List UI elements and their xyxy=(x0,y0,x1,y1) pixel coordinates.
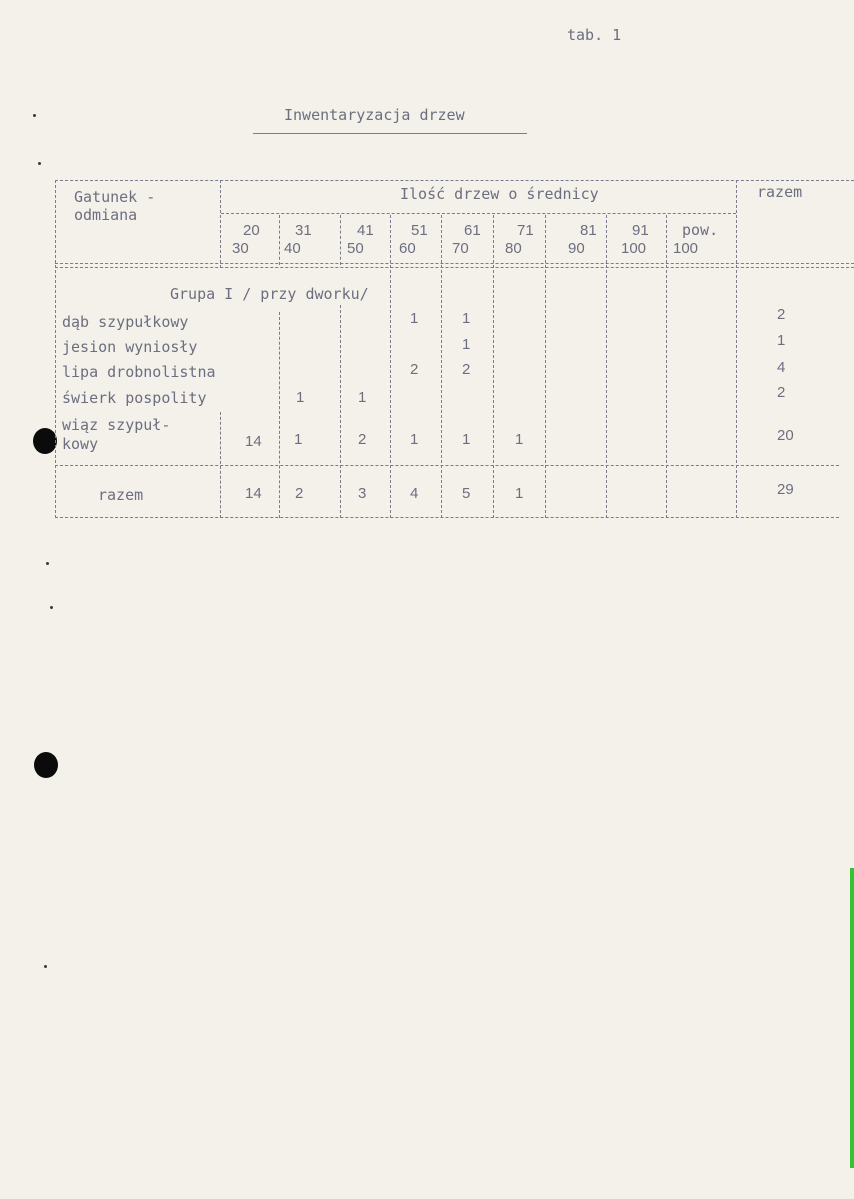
speck xyxy=(38,162,41,165)
table-bottom-border xyxy=(55,517,839,518)
table-left-border xyxy=(55,180,56,518)
species-name: lipa drobnolistna xyxy=(62,363,216,381)
cell-value: 1 xyxy=(462,310,471,327)
sum-cell: 14 xyxy=(245,485,262,502)
range-divider xyxy=(441,215,442,518)
cell-value: 1 xyxy=(358,389,367,406)
species-header: Gatunek - xyxy=(74,188,156,206)
range-to: 100 xyxy=(621,240,647,257)
tab-label: tab. 1 xyxy=(567,26,622,44)
cell-value: 1 xyxy=(410,310,419,327)
row-total: 20 xyxy=(777,427,794,444)
range-from: 71 xyxy=(517,222,534,239)
row-total: 4 xyxy=(777,359,786,376)
cell-value: 1 xyxy=(296,389,305,406)
range-to: 100 xyxy=(673,240,699,257)
speck xyxy=(46,562,49,565)
cell-value: 1 xyxy=(410,431,419,448)
total-header: razem xyxy=(757,183,803,201)
cell-value: 2 xyxy=(462,361,471,378)
sum-cell: 3 xyxy=(358,485,367,502)
speck xyxy=(44,965,47,968)
range-divider xyxy=(666,215,667,518)
title-underline xyxy=(253,133,527,134)
range-from: 41 xyxy=(357,222,374,239)
range-from: 20 xyxy=(243,222,260,239)
range-divider xyxy=(390,215,391,518)
punch-hole-bottom xyxy=(34,752,58,778)
species-header-2: odmiana xyxy=(74,206,138,224)
count-header: Ilość drzew o średnicy xyxy=(400,185,599,203)
sum-cell: 5 xyxy=(462,485,471,502)
range-to: 50 xyxy=(347,240,364,257)
row-total: 1 xyxy=(777,332,786,349)
range-divider xyxy=(493,215,494,518)
range-to: 90 xyxy=(568,240,585,257)
header-subdivider xyxy=(221,213,736,214)
range-divider xyxy=(340,305,341,518)
species-col-divider-lower xyxy=(220,412,221,518)
species-name: dąb szypułkowy xyxy=(62,313,189,331)
sum-total: 29 xyxy=(777,481,794,498)
row-total: 2 xyxy=(777,384,786,401)
range-divider xyxy=(279,312,280,518)
group-label: Grupa I / przy dworku/ xyxy=(170,285,369,303)
cell-value: 2 xyxy=(358,431,367,448)
cell-value: 1 xyxy=(515,431,524,448)
punch-hole-top xyxy=(33,428,57,454)
cell-value: 1 xyxy=(462,431,471,448)
header-double-rule xyxy=(55,263,854,268)
range-from: 51 xyxy=(411,222,428,239)
species-col-divider xyxy=(220,180,221,268)
range-to: 30 xyxy=(232,240,249,257)
scan-edge-artifact xyxy=(850,868,854,1168)
cell-value: 1 xyxy=(462,336,471,353)
cell-value: 14 xyxy=(245,433,262,450)
range-to: 40 xyxy=(284,240,301,257)
sum-row-label: razem xyxy=(98,486,144,504)
range-from: 81 xyxy=(580,222,597,239)
speck xyxy=(33,114,36,117)
sum-row-top-border xyxy=(55,465,839,466)
table-top-border xyxy=(55,180,854,181)
range-from: pow. xyxy=(682,221,719,239)
range-divider xyxy=(545,215,546,518)
total-col-divider xyxy=(736,180,737,518)
cell-value: 1 xyxy=(294,431,303,448)
range-from: 91 xyxy=(632,222,649,239)
range-from: 61 xyxy=(464,222,481,239)
range-to: 60 xyxy=(399,240,416,257)
row-total: 2 xyxy=(777,306,786,323)
page-title: Inwentaryzacja drzew xyxy=(284,106,465,124)
range-divider xyxy=(279,215,280,265)
species-name: wiąz szypuł- xyxy=(62,416,171,434)
cell-value: 2 xyxy=(410,361,419,378)
sum-cell: 1 xyxy=(515,485,524,502)
range-divider xyxy=(340,215,341,265)
species-name: jesion wyniosły xyxy=(62,338,198,356)
species-name: świerk pospolity xyxy=(62,389,207,407)
speck xyxy=(50,606,53,609)
range-to: 80 xyxy=(505,240,522,257)
sum-cell: 4 xyxy=(410,485,419,502)
sum-cell: 2 xyxy=(295,485,304,502)
range-from: 31 xyxy=(295,222,312,239)
range-divider xyxy=(606,215,607,518)
species-name-continued: kowy xyxy=(62,435,99,453)
range-to: 70 xyxy=(452,240,469,257)
